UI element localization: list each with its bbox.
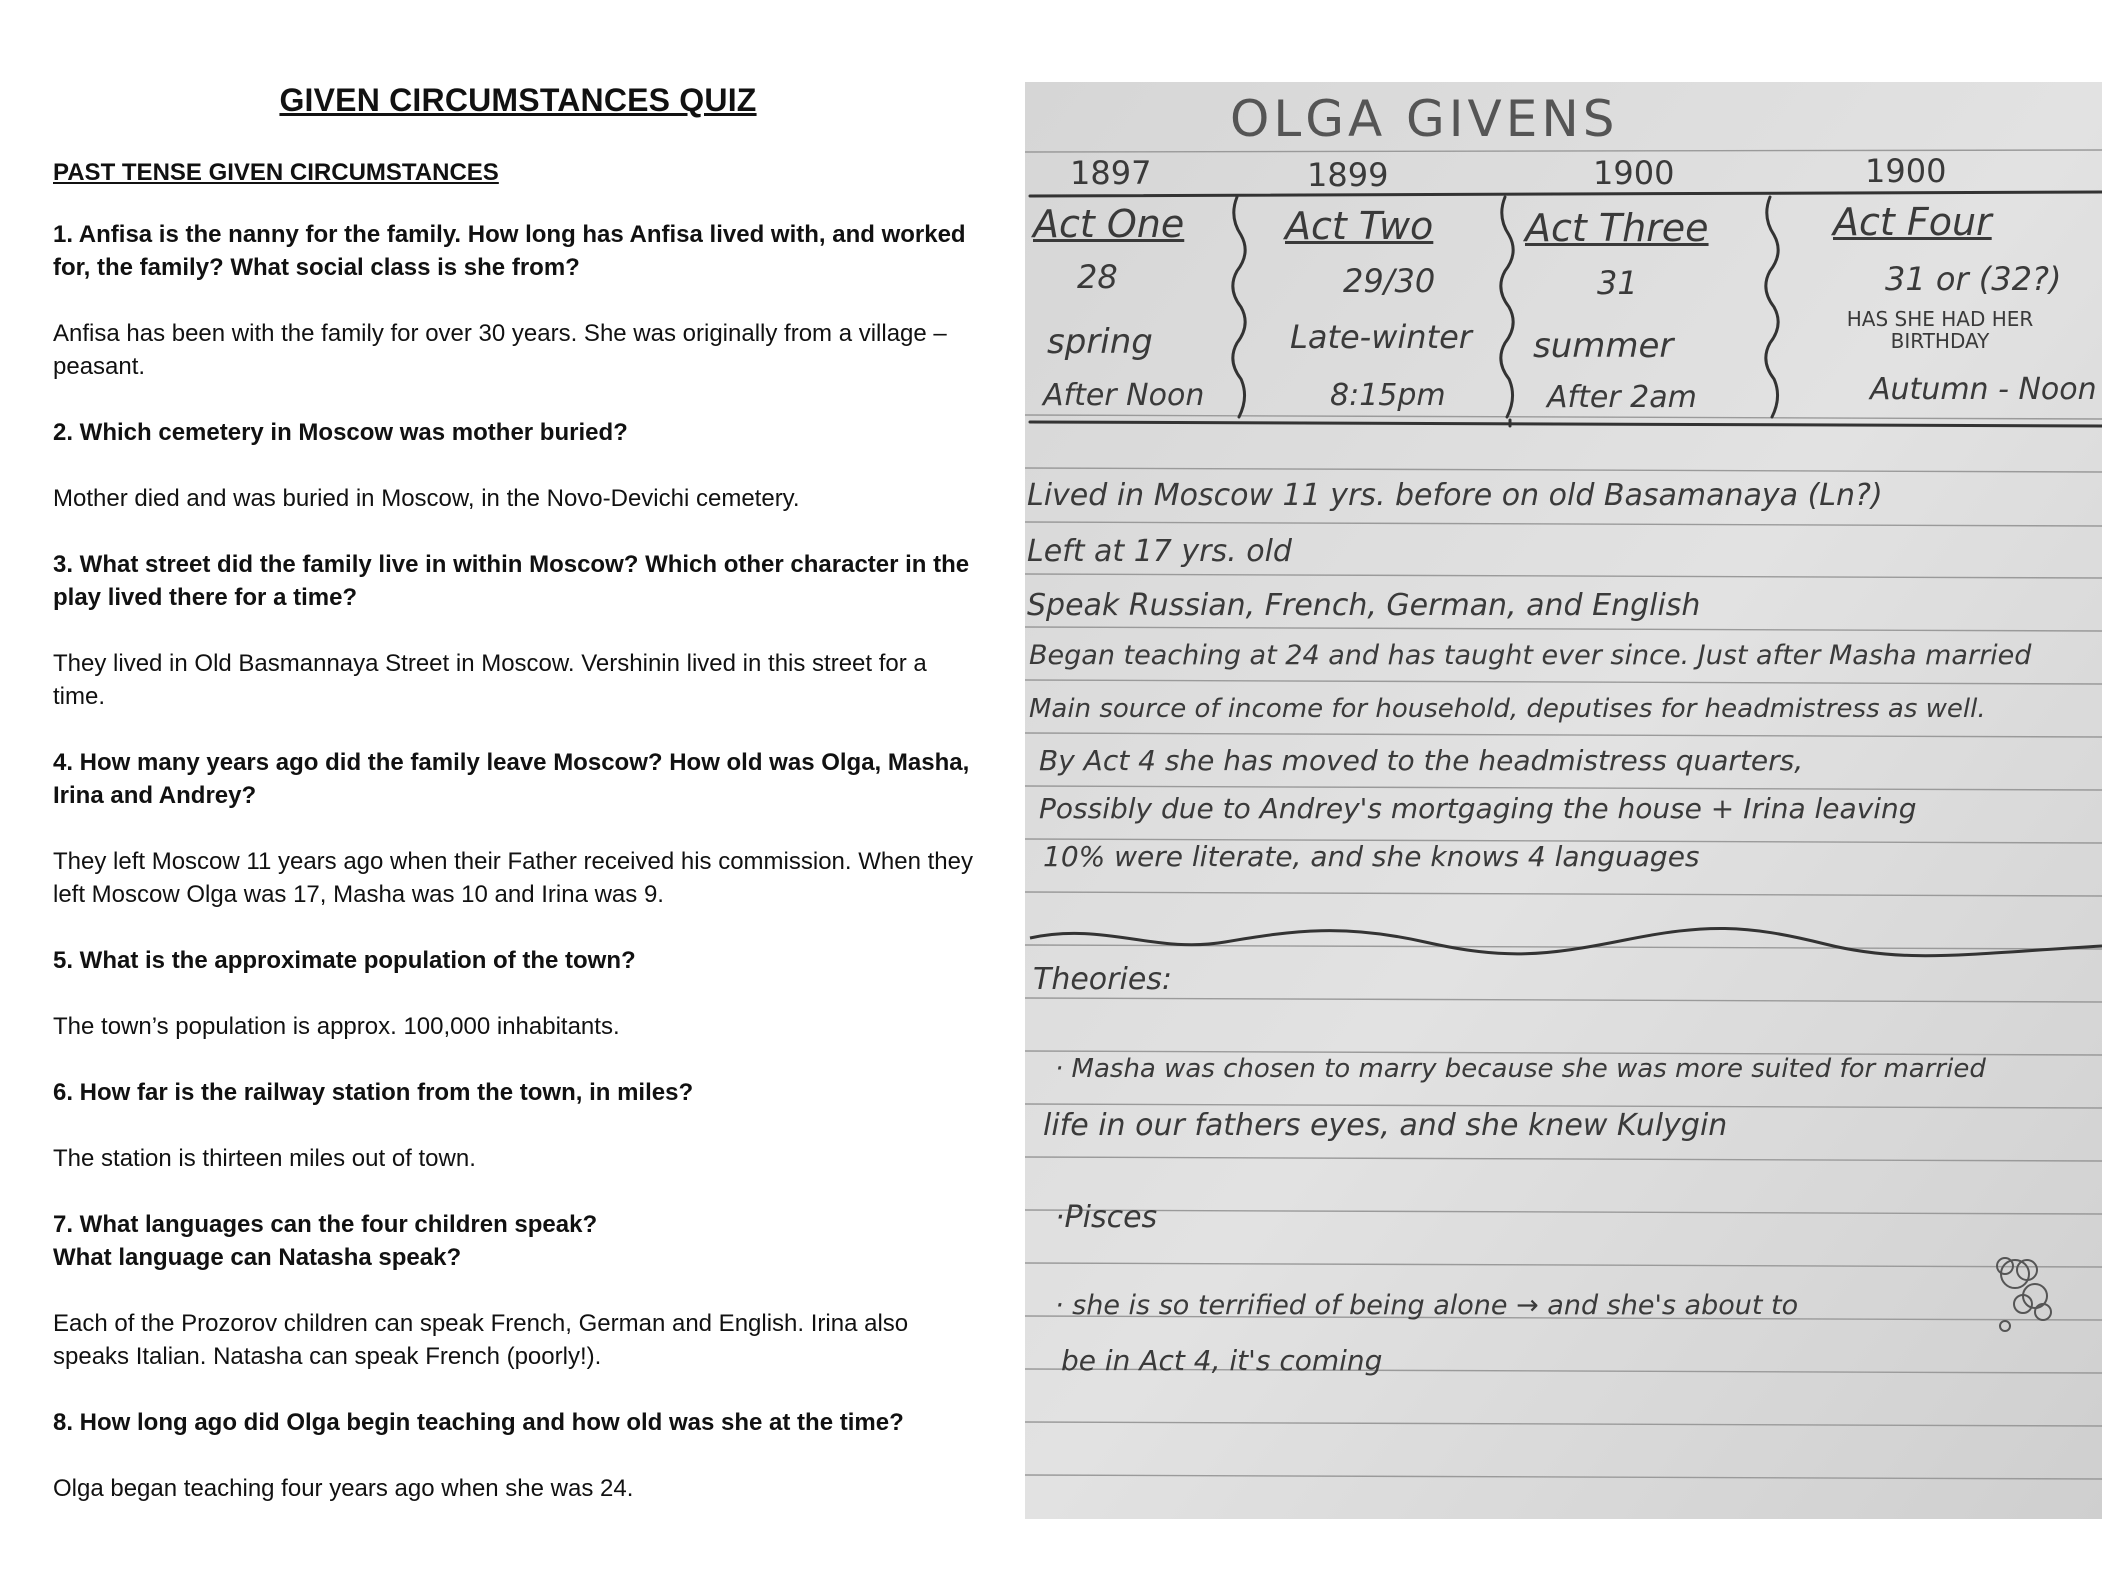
section-heading: PAST TENSE GIVEN CIRCUMSTANCES	[53, 159, 499, 186]
act-two-season: Late-winter	[1290, 318, 1472, 356]
note-line-1: Lived in Moscow 11 yrs. before on old Basamanaya (Ln?)	[1027, 478, 1883, 513]
act-one-time: After Noon	[1043, 378, 1205, 413]
act-two-age: 29/30	[1343, 262, 1436, 300]
answer-5: The town’s population is approx. 100,000 inhabitants.	[53, 1013, 620, 1040]
theories-label: Theories:	[1033, 962, 1173, 997]
quiz-title: GIVEN CIRCUMSTANCES QUIZ	[279, 82, 757, 118]
act-four-label: Act Four	[1833, 200, 1992, 244]
act-three-age: 31	[1597, 264, 1638, 302]
note-line-7: Possibly due to Andrey's mortgaging the house + Irina leaving	[1039, 792, 1917, 825]
act-one-age: 28	[1077, 258, 1118, 296]
theory-line-2: life in our fathers eyes, and she knew Kulygin	[1043, 1108, 1728, 1143]
notebook-heading: OLGA GIVENS	[1230, 90, 1619, 148]
answer-1: Anfisa has been with the family for over 30 years. She was originally from a village – peasant.	[53, 320, 947, 380]
act-two-year: 1899	[1307, 156, 1389, 194]
question-5: 5. What is the approximate population of the town?	[53, 947, 636, 974]
act-one-season: spring	[1047, 322, 1153, 362]
question-block-1	[53, 218, 983, 383]
question-block-4	[53, 746, 983, 911]
question-block-3	[53, 548, 983, 713]
theory-line-4: · she is so terrified of being alone → and she's about to	[1055, 1290, 1799, 1321]
act-four-year: 1900	[1865, 152, 1947, 190]
question-4: 4. How many years ago did the family leave Moscow? How old was Olga, Masha, Irina and Andrey?	[53, 749, 970, 809]
theory-line-5: be in Act 4, it's coming	[1061, 1344, 1383, 1377]
question-block-7	[53, 1208, 983, 1373]
act-two-label: Act Two	[1285, 204, 1434, 248]
note-line-4: Began teaching at 24 and has taught ever since. Just after Masha married	[1029, 640, 2032, 671]
note-line-8: 10% were literate, and she knows 4 languages	[1043, 840, 1700, 873]
answer-2: Mother died and was buried in Moscow, in the Novo-Devichi cemetery.	[53, 485, 800, 512]
question-block-2	[53, 416, 983, 515]
act-two-time: 8:15pm	[1330, 378, 1446, 413]
notebook-photo	[1025, 82, 2102, 1519]
act-four-time: Autumn - Noon	[1870, 372, 2097, 407]
question-7: 7. What languages can the four children speak? What language can Natasha speak?	[53, 1211, 598, 1271]
question-block-6	[53, 1076, 983, 1175]
answer-7: Each of the Prozorov children can speak French, German and English. Irina also speaks Italian. Natasha can speak French (poorly!).	[53, 1310, 909, 1370]
quiz-column	[53, 82, 983, 1538]
act-three-time: After 2am	[1547, 380, 1697, 415]
question-2: 2. Which cemetery in Moscow was mother buried?	[53, 419, 628, 446]
answer-6: The station is thirteen miles out of town.	[53, 1145, 476, 1172]
answer-4: They left Moscow 11 years ago when their Father received his commission. When they left Moscow Olga was 17, Masha was 10 and Irina was 9.	[53, 848, 973, 908]
note-line-6: By Act 4 she has moved to the headmistress quarters,	[1039, 744, 1804, 777]
question-1: 1. Anfisa is the nanny for the family. How long has Anfisa lived with, and worked for, the family? What social class is she from?	[53, 221, 966, 281]
act-four-season: HAS SHE HAD HER BIRTHDAY	[1846, 307, 2034, 353]
question-block-5	[53, 944, 983, 1043]
act-four-age: 31 or (32?)	[1885, 260, 2062, 298]
act-one-label: Act One	[1033, 202, 1185, 246]
act-one-year: 1897	[1070, 154, 1152, 192]
theory-line-1: · Masha was chosen to marry because she was more suited for married	[1055, 1054, 1986, 1084]
note-line-2: Left at 17 yrs. old	[1027, 534, 1292, 569]
question-3: 3. What street did the family live in within Moscow? Which other character in the play lived there for a time?	[53, 551, 970, 611]
question-6: 6. How far is the railway station from the town, in miles?	[53, 1079, 694, 1106]
answer-3: They lived in Old Basmannaya Street in Moscow. Vershinin lived in this street for a time.	[53, 650, 927, 710]
question-8: 8. How long ago did Olga begin teaching and how old was she at the time?	[53, 1409, 904, 1436]
act-three-season: summer	[1533, 326, 1674, 366]
answer-8: Olga began teaching four years ago when she was 24.	[53, 1475, 634, 1502]
question-block-8	[53, 1406, 983, 1505]
note-line-3: Speak Russian, French, German, and English	[1027, 588, 1701, 623]
doodle-icon	[1975, 1252, 2065, 1352]
theory-line-3: ·Pisces	[1055, 1200, 1158, 1235]
note-line-5: Main source of income for household, deputises for headmistress as well.	[1029, 694, 1986, 724]
act-three-label: Act Three	[1525, 206, 1709, 250]
act-three-year: 1900	[1593, 154, 1675, 192]
